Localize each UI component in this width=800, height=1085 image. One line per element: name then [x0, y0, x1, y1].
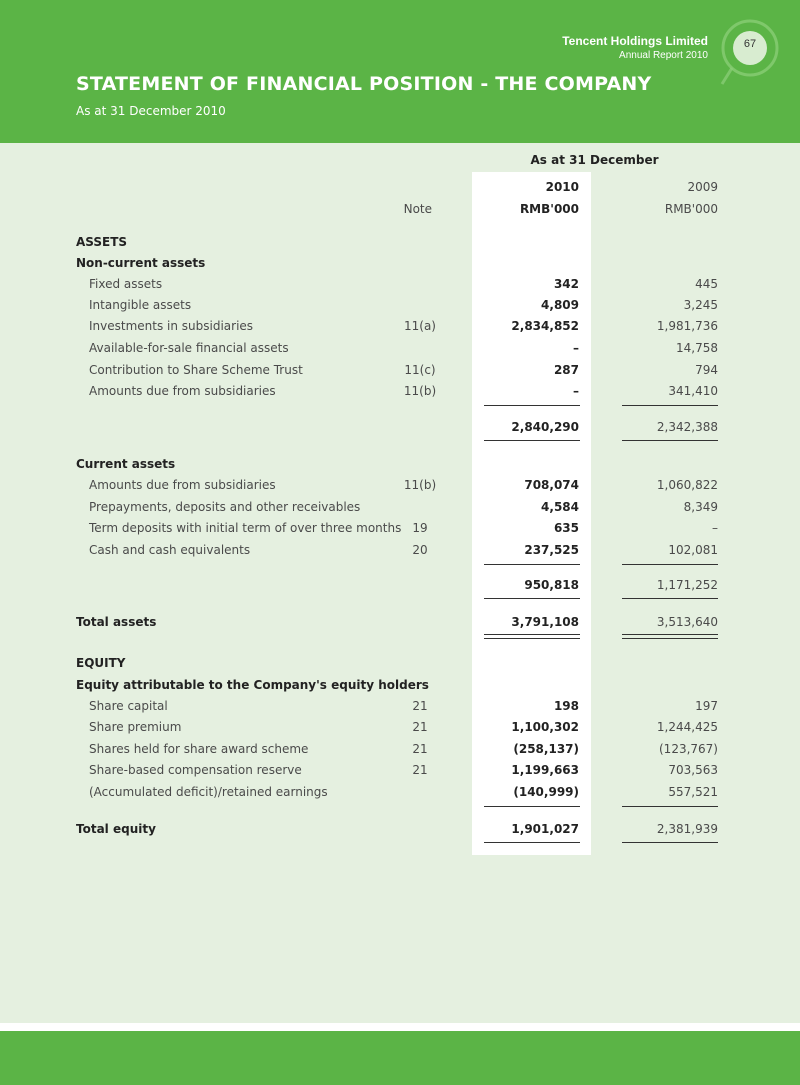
subtotal-rule	[484, 440, 580, 441]
col-header-2009: 2009	[687, 180, 718, 194]
value-2010: –	[573, 341, 579, 355]
value-2010: 237,525	[524, 543, 579, 557]
value-2009: 557,521	[668, 785, 718, 799]
value-2009: 102,081	[668, 543, 718, 557]
value-2010: 1,100,302	[511, 720, 579, 734]
subtotal-2010: 950,818	[524, 578, 579, 592]
footer-band	[0, 1031, 800, 1085]
value-2009: 1,060,822	[656, 478, 718, 492]
total-rule	[484, 842, 580, 843]
total-double-rule	[484, 634, 580, 639]
total-2009: 2,381,939	[656, 822, 718, 836]
value-2010: 635	[553, 521, 579, 535]
unit-2010: RMB'000	[519, 202, 579, 216]
subtotal-rule	[484, 806, 580, 807]
row-note: 11(b)	[403, 384, 437, 398]
subsection-heading: Non-current assets	[76, 256, 206, 270]
row-label: Share capital	[89, 699, 168, 713]
row-note: 21	[412, 699, 428, 713]
subtotal-rule	[484, 564, 580, 565]
total-2010: 3,791,108	[511, 615, 579, 629]
row-label: Share premium	[89, 720, 182, 734]
value-2009: 197	[695, 699, 718, 713]
value-2010: –	[573, 384, 579, 398]
row-note: 21	[412, 742, 428, 756]
page-badge-icon	[718, 18, 782, 90]
row-label: Investments in subsidiaries	[89, 319, 254, 333]
total-double-rule	[622, 634, 718, 639]
subtotal-2009: 1,171,252	[656, 578, 718, 592]
row-label: Contribution to Share Scheme Trust	[89, 363, 303, 377]
value-2009: 1,244,425	[656, 720, 718, 734]
row-label: Amounts due from subsidiaries	[89, 478, 276, 492]
subsection-heading: Current assets	[76, 457, 176, 471]
row-note: 21	[412, 763, 428, 777]
section-heading: ASSETS	[76, 235, 128, 249]
subtotal-rule	[622, 564, 718, 565]
row-label: Intangible assets	[89, 298, 192, 312]
value-2010: 198	[553, 699, 579, 713]
total-rule	[622, 842, 718, 843]
value-2010: 342	[553, 277, 579, 291]
header-band	[0, 0, 800, 143]
col-header-2010: 2010	[545, 180, 579, 194]
note-header: Note	[403, 202, 432, 216]
value-2009: (123,767)	[659, 742, 718, 756]
section-heading: EQUITY	[76, 656, 126, 670]
subtotal-2009: 2,342,388	[656, 420, 718, 434]
value-2010: 708,074	[524, 478, 579, 492]
value-2010: 287	[553, 363, 579, 377]
value-2009: 8,349	[683, 500, 718, 514]
report-name: Annual Report 2010	[619, 50, 708, 61]
value-2009: 1,981,736	[656, 319, 718, 333]
value-2010: (140,999)	[513, 785, 579, 799]
value-2009: 445	[695, 277, 718, 291]
total-2010: 1,901,027	[511, 822, 579, 836]
page-number: 67	[743, 38, 757, 50]
row-label: Amounts due from subsidiaries	[89, 384, 276, 398]
value-2009: –	[712, 521, 718, 535]
row-note: 19	[412, 521, 428, 535]
total-label: Total assets	[76, 615, 157, 629]
value-2010: 1,199,663	[511, 763, 579, 777]
row-note: 20	[412, 543, 428, 557]
row-label: Share-based compensation reserve	[89, 763, 302, 777]
page-title: STATEMENT OF FINANCIAL POSITION - THE COMPANY	[76, 73, 652, 95]
value-2009: 794	[695, 363, 718, 377]
row-label: Fixed assets	[89, 277, 163, 291]
subtotal-rule	[484, 598, 580, 599]
row-note: 11(a)	[404, 319, 436, 333]
subtotal-rule	[622, 440, 718, 441]
value-2010: (258,137)	[513, 742, 579, 756]
row-note: 11(b)	[403, 478, 437, 492]
value-2009: 3,245	[683, 298, 718, 312]
row-label: (Accumulated deficit)/retained earnings	[89, 785, 328, 799]
row-note: 11(c)	[404, 363, 436, 377]
row-label: Cash and cash equivalents	[89, 543, 251, 557]
value-2010: 4,809	[541, 298, 579, 312]
subtotal-rule	[622, 405, 718, 406]
row-note: 21	[412, 720, 428, 734]
row-label: Term deposits with initial term of over three months	[89, 521, 402, 535]
total-2009: 3,513,640	[656, 615, 718, 629]
row-label: Prepayments, deposits and other receivables	[89, 500, 361, 514]
value-2009: 341,410	[668, 384, 718, 398]
value-2010: 4,584	[541, 500, 579, 514]
subtotal-rule	[622, 598, 718, 599]
row-label: Available-for-sale financial assets	[89, 341, 289, 355]
subtotal-rule	[622, 806, 718, 807]
unit-2009: RMB'000	[664, 202, 718, 216]
total-label: Total equity	[76, 822, 156, 836]
subtotal-2010: 2,840,290	[511, 420, 579, 434]
subsection-heading: Equity attributable to the Company's equity holders	[76, 678, 429, 692]
row-label: Shares held for share award scheme	[89, 742, 309, 756]
value-2009: 14,758	[676, 341, 718, 355]
group-header: As at 31 December	[530, 153, 659, 167]
company-name: Tencent Holdings Limited	[562, 34, 708, 48]
subtotal-rule	[484, 405, 580, 406]
value-2010: 2,834,852	[511, 319, 579, 333]
value-2009: 703,563	[668, 763, 718, 777]
page-subtitle: As at 31 December 2010	[76, 104, 226, 118]
